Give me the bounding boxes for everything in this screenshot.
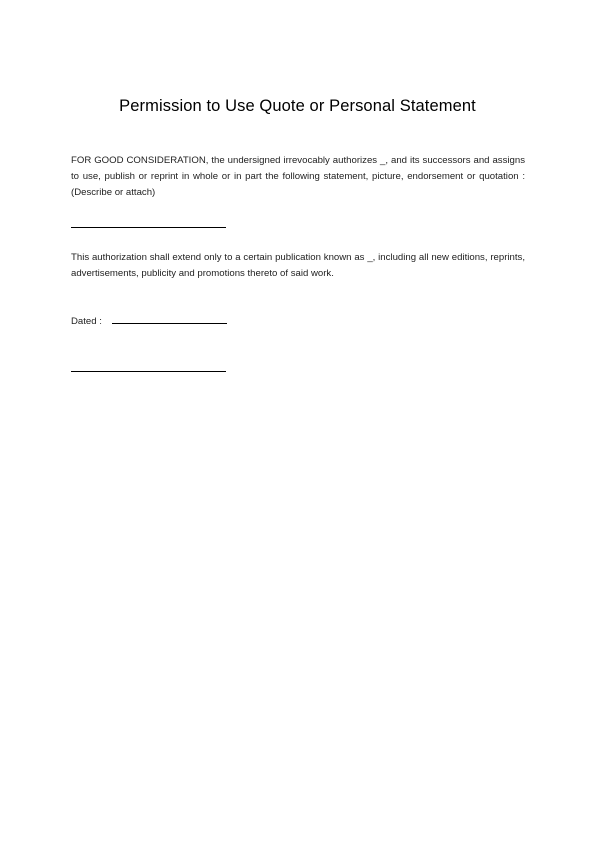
signature-line — [71, 371, 226, 372]
statement-signature-line — [71, 227, 226, 228]
document-title: Permission to Use Quote or Personal Statement — [119, 97, 476, 115]
consideration-paragraph: FOR GOOD CONSIDERATION, the undersigned irrevocably authorizes _, and its successors and assigns to use, publish or reprint in whole or in part the following statement, picture, endorsement or quotation : (Describe or attach) — [71, 155, 525, 198]
date-line — [112, 323, 227, 324]
authorization-paragraph: This authorization shall extend only to a certain publication known as _, including all new editions, reprints, advertisements, publicity and promotions thereto of said work. — [71, 252, 525, 279]
dated-label: Dated : — [71, 316, 102, 327]
